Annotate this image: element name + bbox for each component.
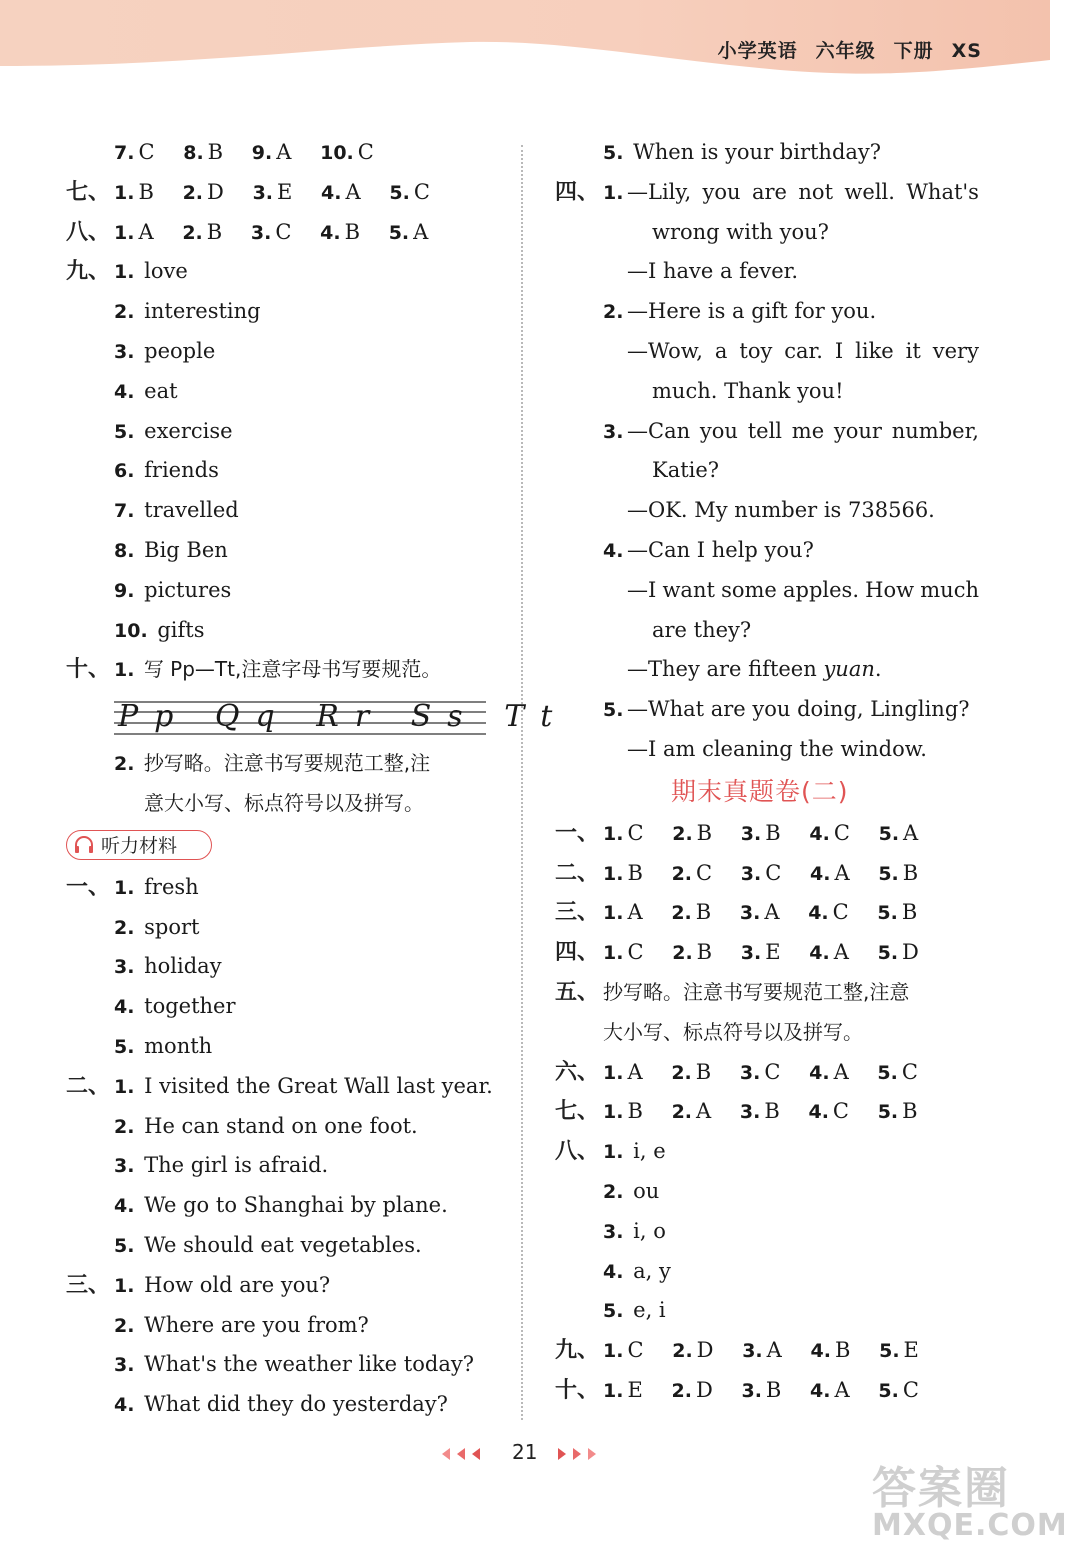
dialog-line: —Wow, a toy car. I like it very: [627, 338, 979, 363]
left-column: [66, 133, 569, 1425]
list-item: 4. eat: [114, 378, 178, 403]
list-item: 8. Big Ben: [114, 537, 228, 562]
dialog-line: 3. —Can you tell me your number,: [603, 418, 979, 443]
list-item: 5. exercise: [114, 418, 233, 443]
list-item: 5. e, i: [603, 1298, 666, 1323]
answer-row: 二、 1. B 2. C 3. C 4. A 5. B: [555, 860, 919, 886]
header-edition: XS: [951, 40, 982, 62]
answer-row: 九、 1. C 2. D 3. A 4. B 5. E: [555, 1338, 919, 1364]
answer-row: 五、 抄写略。注意书写要规范工整,注意: [555, 979, 910, 1005]
list-item: 4. together: [114, 994, 236, 1019]
list-item: 2. He can stand on one foot.: [114, 1113, 418, 1138]
page-number: 21: [512, 1440, 538, 1464]
list-item: 5. When is your birthday?: [603, 140, 882, 164]
listening-label: 听力材料: [66, 830, 212, 860]
header-volume: 下册: [893, 40, 934, 62]
list-item: 3. What's the weather like today?: [114, 1352, 474, 1377]
answer-row: 七、 1. B 2. A 3. B 4. C 5. B: [555, 1099, 918, 1125]
list-item: 4. What did they do yesterday?: [114, 1392, 448, 1417]
dialog-line: much. Thank you!: [652, 378, 844, 403]
next-arrows-icon: [556, 1446, 606, 1462]
listening-2-row: 二、 1. I visited the Great Wall last year.: [66, 1073, 493, 1099]
listening-material-tag: [66, 824, 516, 868]
section-8-row: 八、 1. A 2. B 3. C 4. B 5. A: [66, 219, 429, 245]
list-item: 3. i, o: [603, 1218, 666, 1243]
prev-arrows-icon: [440, 1446, 490, 1462]
dialog-line: wrong with you?: [652, 219, 829, 244]
watermark-title: 答案圈: [872, 1463, 1010, 1514]
section-10-row: 十、 1. 写 Pp—Tt,注意字母书写要规范。: [66, 657, 442, 683]
section-9-row: 九、 1. love: [66, 259, 188, 285]
answer-row: 六、 1. A 2. B 3. C 4. A 5. C: [555, 1059, 918, 1085]
list-item: 9. pictures: [114, 577, 232, 602]
list-item: 4. We go to Shanghai by plane.: [114, 1193, 448, 1218]
answer-row: 三、 1. A 2. B 3. A 4. C 5. B: [555, 900, 918, 926]
list-item: 5. We should eat vegetables.: [114, 1232, 422, 1257]
list-item: 2. sport: [114, 914, 200, 939]
dialog-line: —I have a fever.: [627, 259, 799, 284]
watermark-url: MXQE.COM: [872, 1508, 1068, 1543]
header-grade: 六年级: [815, 40, 876, 62]
header-title: [700, 36, 982, 63]
list-item: 4. a, y: [603, 1258, 671, 1283]
list-item: 3. holiday: [114, 954, 222, 979]
list-item-cont: 意大小写、标点符号以及拼写。: [144, 790, 424, 815]
exam-title: 期末真题卷(二): [671, 776, 849, 806]
dialog-line: 5. —What are you doing, Lingling?: [603, 697, 970, 722]
answer-row: 7. C 8. B 9. A 10. C: [114, 140, 374, 164]
answer-row: 八、 1. i, e: [555, 1139, 666, 1165]
list-item: 2. interesting: [114, 299, 261, 324]
answer-row: 四、 1. C 2. B 3. E 4. A 5. D: [555, 940, 919, 966]
watermark: [872, 1452, 1068, 1543]
answer-row: 一、 1. C 2. B 3. B 4. C 5. A: [555, 820, 919, 846]
listening-1-row: 一、 1. fresh: [66, 874, 199, 900]
list-item: 6. friends: [114, 458, 219, 483]
dialog-line: Katie?: [652, 458, 720, 483]
section-7-row: 七、 1. B 2. D 3. E 4. A 5. C: [66, 179, 430, 205]
dialog-line: —They are fifteen yuan.: [627, 657, 882, 682]
section-4-row: 四、 1. —Lily, you are not well. What's: [555, 179, 979, 205]
list-item: 10. gifts: [114, 617, 205, 642]
dialog-line: —I want some apples. How much: [627, 577, 979, 602]
header-subject: 小学英语: [717, 40, 798, 62]
handwriting-lines: [114, 696, 569, 740]
headphones-icon: [74, 836, 94, 854]
handwriting-sample: [66, 690, 569, 744]
list-item: 5. month: [114, 1033, 213, 1058]
list-item: 2. Where are you from?: [114, 1312, 369, 1337]
list-item: 7. travelled: [114, 498, 239, 523]
right-column: [555, 133, 995, 1411]
answer-row: 十、 1. E 2. D 3. B 4. A 5. C: [555, 1377, 919, 1403]
dialog-line: are they?: [652, 617, 752, 642]
dialog-line: 2. —Here is a gift for you.: [603, 299, 877, 324]
list-item: 2. ou: [603, 1178, 660, 1203]
column-divider: [521, 145, 523, 1420]
dialog-line: —I am cleaning the window.: [627, 736, 927, 761]
dialog-line: —OK. My number is 738566.: [627, 498, 935, 523]
dialog-line: 4. —Can I help you?: [603, 537, 814, 562]
list-item: 3. The girl is afraid.: [114, 1153, 329, 1178]
list-item: 2. 抄写略。注意书写要规范工整,注: [114, 751, 431, 776]
listening-3-row: 三、 1. How old are you?: [66, 1272, 331, 1298]
handwritten-letters: Pp Qq Rr Ss Tt: [118, 699, 569, 735]
answer-row-cont: 大小写、标点符号以及拼写。: [603, 1019, 863, 1044]
list-item: 3. people: [114, 338, 216, 363]
header-band: [0, 0, 1050, 78]
